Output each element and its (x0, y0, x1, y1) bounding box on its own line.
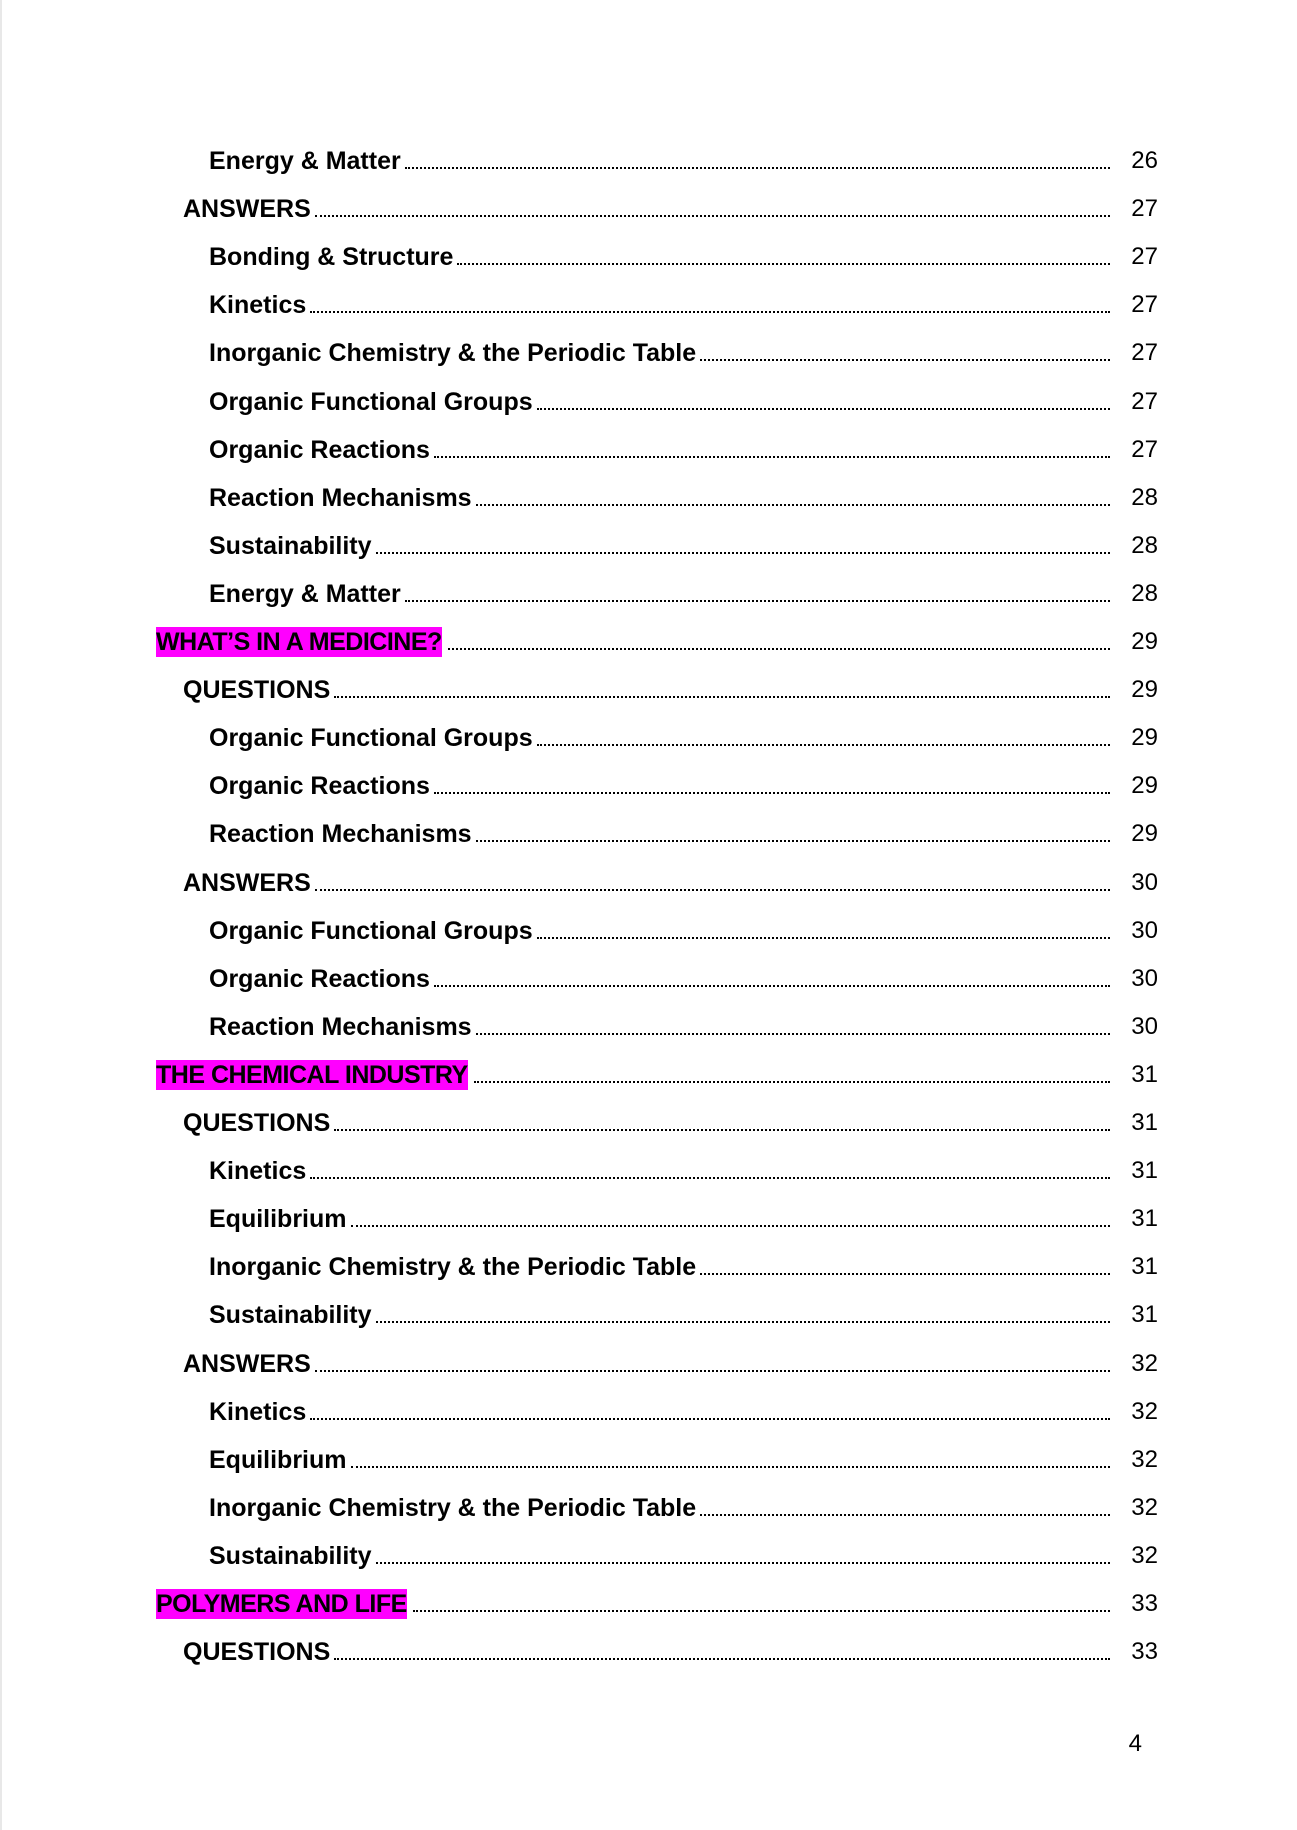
dot-leader (334, 1129, 1110, 1131)
toc-entry-label: ANSWERS (183, 195, 311, 224)
toc-entry-label: Equilibrium (209, 1445, 347, 1474)
toc-section-entry[interactable] (183, 184, 1158, 224)
toc-section-entry[interactable] (183, 1627, 1158, 1667)
toc-entry-page: 27 (1131, 339, 1158, 367)
dot-leader (448, 648, 1110, 650)
toc-entry-label: THE CHEMICAL INDUSTRY (156, 1060, 468, 1089)
toc-subsection-entry[interactable] (209, 569, 1158, 609)
toc-chapter-entry[interactable] (156, 617, 1158, 657)
toc-entry-label: Kinetics (209, 1397, 307, 1426)
toc-entry-label: ANSWERS (183, 868, 311, 897)
dot-leader (310, 1177, 1110, 1179)
toc-entry-page: 30 (1131, 868, 1158, 896)
toc-entry-page: 31 (1131, 1157, 1158, 1185)
toc-subsection-entry[interactable] (209, 954, 1158, 994)
toc-entry-page: 29 (1131, 772, 1158, 800)
toc-entry-label: QUESTIONS (183, 676, 331, 705)
toc-subsection-entry[interactable] (209, 521, 1158, 561)
dot-leader (351, 1225, 1111, 1227)
toc-subsection-entry[interactable] (209, 1435, 1158, 1475)
toc-entry-page: 29 (1131, 628, 1158, 655)
toc-subsection-entry[interactable] (209, 136, 1158, 176)
toc-entry-page: 30 (1131, 1012, 1158, 1040)
page-number: 4 (1128, 1730, 1142, 1757)
toc-subsection-entry[interactable] (209, 1242, 1158, 1282)
toc-entry-label: Reaction Mechanisms (209, 1012, 472, 1041)
toc-entry-label: Kinetics (209, 1157, 307, 1186)
toc-entry-label: Organic Reactions (209, 772, 430, 801)
toc-section-entry[interactable] (183, 1339, 1158, 1379)
toc-entry-page: 32 (1131, 1541, 1158, 1569)
toc-subsection-entry[interactable] (209, 1483, 1158, 1523)
dot-leader (405, 167, 1110, 169)
toc-entry-label: Kinetics (209, 291, 307, 320)
dot-leader (376, 1562, 1110, 1564)
toc-entry-label: Organic Functional Groups (209, 724, 533, 753)
dot-leader (700, 1514, 1110, 1516)
toc-entry-page: 29 (1131, 724, 1158, 752)
dot-leader (537, 408, 1110, 410)
toc-entry-label: Sustainability (209, 1541, 372, 1570)
toc-subsection-entry[interactable] (209, 1002, 1158, 1042)
dot-leader (413, 1610, 1110, 1612)
toc-entry-page: 26 (1131, 147, 1158, 174)
toc-entry-page: 30 (1131, 916, 1158, 944)
toc-entry-label: Organic Reactions (209, 435, 430, 464)
toc-subsection-entry[interactable] (209, 232, 1158, 272)
toc-entry-page: 31 (1131, 1205, 1158, 1233)
toc-section-entry[interactable] (183, 858, 1158, 898)
toc-entry-page: 28 (1131, 579, 1158, 607)
dot-leader (457, 263, 1110, 265)
toc-entry-page: 33 (1131, 1638, 1158, 1666)
toc-subsection-entry[interactable] (209, 761, 1158, 801)
toc-subsection-entry[interactable] (209, 809, 1158, 849)
toc-subsection-entry[interactable] (209, 1146, 1158, 1186)
dot-leader (405, 600, 1110, 602)
dot-leader (310, 1418, 1110, 1420)
toc-entry-page: 30 (1131, 964, 1158, 992)
toc-chapter-entry[interactable] (156, 1050, 1158, 1090)
dot-leader (537, 937, 1110, 939)
toc-entry-label: ANSWERS (183, 1349, 311, 1378)
dot-leader (376, 1321, 1110, 1323)
toc-entry-page: 28 (1131, 531, 1158, 559)
toc-entry-page: 29 (1131, 820, 1158, 848)
toc-entry-page: 27 (1131, 243, 1158, 271)
toc-subsection-entry[interactable] (209, 1194, 1158, 1234)
dot-leader (310, 311, 1110, 313)
dot-leader (476, 504, 1110, 506)
toc-subsection-entry[interactable] (209, 280, 1158, 320)
toc-entry-page: 32 (1131, 1397, 1158, 1425)
toc-section-entry[interactable] (183, 665, 1158, 705)
dot-leader (334, 1658, 1110, 1660)
toc-subsection-entry[interactable] (209, 906, 1158, 946)
toc-entry-label: WHAT’S IN A MEDICINE? (156, 628, 442, 656)
toc-entry-label: QUESTIONS (183, 1109, 331, 1137)
toc-entry-page: 27 (1131, 435, 1158, 463)
toc-entry-label: Sustainability (209, 1301, 372, 1330)
toc-entry-page: 31 (1131, 1301, 1158, 1329)
toc-subsection-entry[interactable] (209, 1531, 1158, 1571)
toc-entry-label: Organic Reactions (209, 964, 430, 993)
toc-subsection-entry[interactable] (209, 425, 1158, 465)
toc-entry-page: 28 (1131, 483, 1158, 511)
toc-entry-page: 31 (1131, 1253, 1158, 1281)
toc-subsection-entry[interactable] (209, 473, 1158, 513)
toc-entry-label: Bonding & Structure (209, 243, 454, 272)
toc-subsection-entry[interactable] (209, 1387, 1158, 1427)
toc-entry-label: Energy & Matter (209, 147, 401, 175)
dot-leader (700, 1273, 1110, 1275)
toc-entry-label: Reaction Mechanisms (209, 483, 472, 512)
toc-entry-label: Inorganic Chemistry & the Periodic Table (209, 339, 697, 368)
toc-entry-page: 31 (1131, 1060, 1158, 1088)
toc-entry-page: 33 (1131, 1590, 1158, 1617)
dot-leader (315, 215, 1110, 217)
toc-entry-page: 32 (1131, 1445, 1158, 1473)
toc-chapter-entry[interactable] (156, 1579, 1158, 1619)
toc-entry-label: Reaction Mechanisms (209, 820, 472, 849)
dot-leader (476, 1033, 1110, 1035)
toc-subsection-entry[interactable] (209, 377, 1158, 417)
toc-entry-label: QUESTIONS (183, 1638, 331, 1667)
toc-entry-page: 27 (1131, 195, 1158, 223)
dot-leader (537, 744, 1110, 746)
toc-entry-label: Inorganic Chemistry & the Periodic Table (209, 1253, 697, 1282)
dot-leader (334, 696, 1110, 698)
dot-leader (434, 456, 1110, 458)
toc-entry-label: Organic Functional Groups (209, 916, 533, 945)
toc-entry-label: Equilibrium (209, 1205, 347, 1234)
dot-leader (351, 1466, 1111, 1468)
dot-leader (434, 985, 1110, 987)
toc-entry-page: 27 (1131, 387, 1158, 415)
toc-entry-label: POLYMERS AND LIFE (156, 1590, 407, 1618)
toc-entry-label: Inorganic Chemistry & the Periodic Table (209, 1493, 697, 1522)
toc-entry-page: 32 (1131, 1349, 1158, 1377)
dot-leader (476, 840, 1110, 842)
toc-entry-label: Energy & Matter (209, 579, 401, 608)
dot-leader (315, 889, 1110, 891)
toc-subsection-entry[interactable] (209, 328, 1158, 368)
dot-leader (315, 1370, 1110, 1372)
toc-entry-page: 31 (1131, 1109, 1158, 1136)
toc-subsection-entry[interactable] (209, 713, 1158, 753)
toc-section-entry[interactable] (183, 1098, 1158, 1138)
dot-leader (434, 792, 1110, 794)
toc-entry-page: 29 (1131, 676, 1158, 704)
dot-leader (376, 552, 1110, 554)
toc-entry-label: Organic Functional Groups (209, 387, 533, 416)
toc-entry-label: Sustainability (209, 531, 372, 560)
toc-entry-page: 27 (1131, 291, 1158, 319)
toc-subsection-entry[interactable] (209, 1290, 1158, 1330)
dot-leader (474, 1081, 1110, 1083)
toc-entry-page: 32 (1131, 1493, 1158, 1521)
dot-leader (700, 359, 1110, 361)
